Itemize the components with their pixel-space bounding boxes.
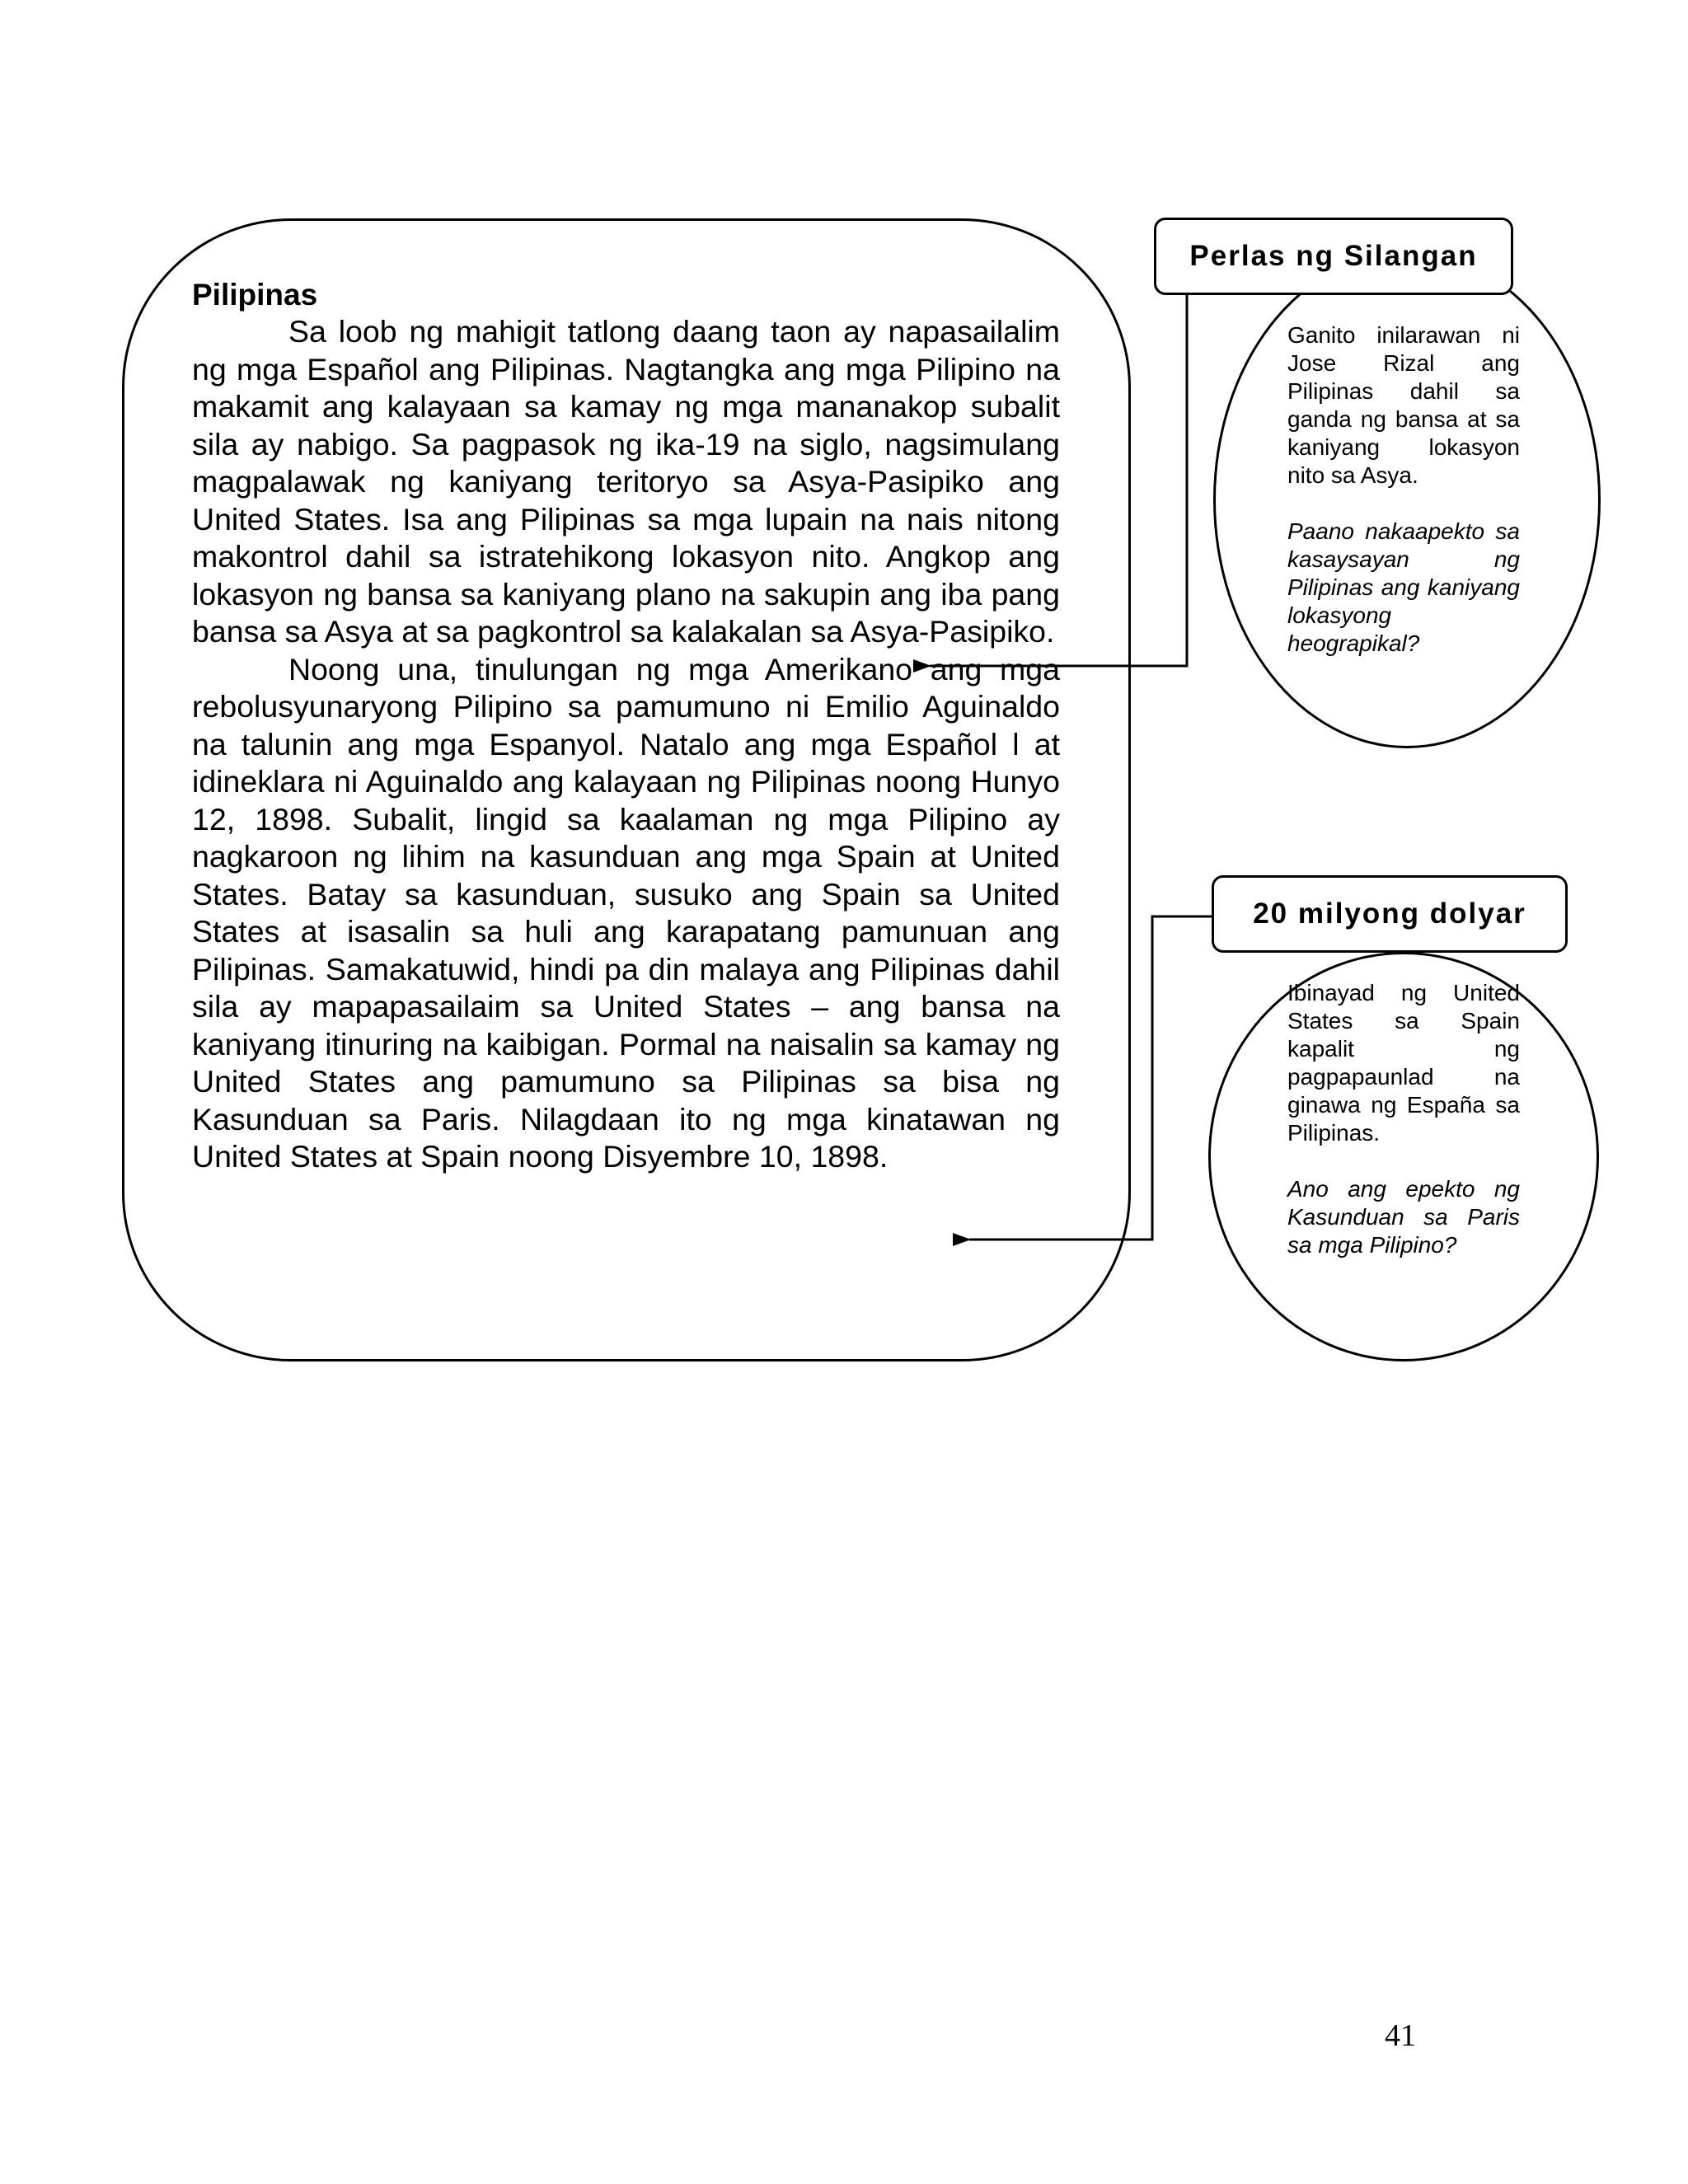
- callout-2-question: Ano ang epekto ng Kasunduan sa Paris sa mga Pilipino?: [1287, 1176, 1520, 1258]
- section-heading: Pilipinas: [192, 278, 318, 312]
- page-number: 41: [1385, 2018, 1416, 2053]
- connector-arrow-2: [969, 916, 1212, 1240]
- connector-arrow-1: [930, 295, 1187, 666]
- callout-1-question: Paano nakaapekto sa kasaysayan ng Pilipinas ang kaniyang lokasyong heograpikal?: [1287, 518, 1520, 656]
- callout-2-body: Ibinayad ng United States sa Spain kapalit ng pagpapaunlad na ginawa ng España sa Pilipinas.: [1287, 980, 1520, 1146]
- paragraph-2: Noong una, tinulungan ng mga Amerikano ang mga rebolusyunaryong Pilipino sa pamumuno ni Emilio Aguinaldo na talunin ang mga Espanyol. Natalo ang mga Español l at idineklara ni Aguinaldo ang kalayaan ng Pilipinas noong Hunyo 12, 1898. Subalit, lingid sa kaalaman ng mga Pilipino ay nagkaroon ng lihim na kasunduan ang mga Spain at United States. Batay sa kasunduan, susuko ang Spain sa United States at isasalin sa huli ang karapatang pamunuan ang Pilipinas. Samakatuwid, hindi pa din malaya ang Pilipinas dahil sila ay mapapasailaim sa United States – ang bansa na kaniyang itinuring na kaibigan. Pormal na naisalin sa kamay ng United States ang pamumuno sa Pilipinas sa bisa ng Kasunduan sa Paris. Nilagdaan ito ng mga kinatawan ng United States at Spain noong Disyembre 10, 1898.: [192, 651, 1060, 1174]
- callout-1-body: Ganito inilarawan ni Jose Rizal ang Pilipinas dahil sa ganda ng bansa at sa kaniyang lokasyon nito sa Asya.: [1287, 322, 1520, 488]
- paragraph-1: Sa loob ng mahigit tatlong daang taon ay napasailalim ng mga Español ang Pilipinas. Nagtangka ang mga Pilipino na makamit ang kalayaan sa kamay ng mga mananakop subalit sila ay nabigo. Sa pagpasok ng ika-19 na siglo, nagsimulang magpalawak ng kaniyang teritoryo sa Asya-Pasipiko ang United States. Isa ang Pilipinas sa mga lupain na nais nitong makontrol dahil sa istratehikong lokasyon nito. Angkop ang lokasyon ng bansa sa kaniyang plano na sakupin ang iba pang bansa sa Asya at sa pagkontrol sa kalakalan sa Asya-Pasipiko.: [192, 314, 1060, 649]
- callout-label-2: 20 milyong dolyar: [1212, 875, 1568, 953]
- callout-label-1: Perlas ng Silangan: [1154, 218, 1513, 295]
